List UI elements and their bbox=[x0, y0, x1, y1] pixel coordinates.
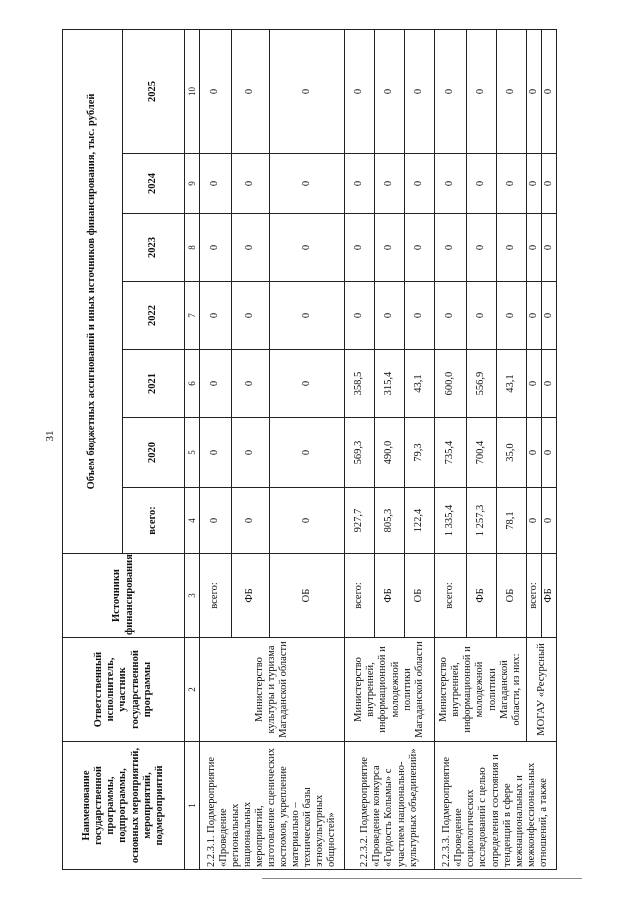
value-cell: 0 bbox=[467, 282, 497, 350]
value-cell: 0 bbox=[435, 29, 467, 153]
value-cell: 0 bbox=[200, 282, 232, 350]
value-cell: 0 bbox=[405, 29, 435, 153]
value-cell: 0 bbox=[200, 418, 232, 488]
value-cell: 0 bbox=[467, 29, 497, 153]
value-cell: 0 bbox=[232, 214, 270, 282]
value-cell: 556,9 bbox=[467, 350, 497, 418]
value-cell: 0 bbox=[467, 154, 497, 214]
value-cell: 805,3 bbox=[375, 488, 405, 554]
value-cell: 0 bbox=[542, 418, 557, 488]
value-cell: 0 bbox=[497, 282, 527, 350]
value-cell: 0 bbox=[542, 29, 557, 153]
index-cell: 3 bbox=[185, 554, 200, 638]
value-cell: 0 bbox=[497, 154, 527, 214]
table-row bbox=[200, 29, 232, 869]
value-cell: 79,3 bbox=[405, 418, 435, 488]
source: всего: bbox=[435, 554, 467, 638]
value-cell: 0 bbox=[527, 214, 542, 282]
source: ФБ bbox=[467, 554, 497, 638]
value-cell: 927,7 bbox=[345, 488, 375, 554]
value-cell: 0 bbox=[405, 282, 435, 350]
value-cell: 0 bbox=[345, 282, 375, 350]
value-cell: 0 bbox=[200, 214, 232, 282]
value-cell: 0 bbox=[200, 350, 232, 418]
value-cell: 0 bbox=[232, 154, 270, 214]
value-cell: 358,5 bbox=[345, 350, 375, 418]
value-cell: 0 bbox=[375, 29, 405, 153]
header-year: 2025 bbox=[123, 29, 185, 153]
activity-name: 2.2.3.3. Подмероприятие «Проведение социологических исследований с целью определения состояния и тенденций в сфере межнациональных и межконфессиональных отношений, а также bbox=[435, 742, 557, 870]
value-cell: 1 335,4 bbox=[435, 488, 467, 554]
value-cell: 0 bbox=[527, 154, 542, 214]
source: ОБ bbox=[405, 554, 435, 638]
header-funding: Объем бюджетных ассигнований и иных источников финансирования, тыс. рублей bbox=[63, 29, 123, 553]
index-cell: 8 bbox=[185, 214, 200, 282]
value-cell: 0 bbox=[435, 154, 467, 214]
value-cell: 490,0 bbox=[375, 418, 405, 488]
value-cell: 0 bbox=[200, 488, 232, 554]
value-cell: 0 bbox=[232, 418, 270, 488]
header-year: 2022 bbox=[123, 282, 185, 350]
header-source: Источники финансирования bbox=[63, 554, 185, 638]
executor: МОГАУ «Ресурсный bbox=[527, 638, 557, 742]
header-executor: Ответственный исполнитель, участник государственной программы bbox=[63, 638, 185, 742]
value-cell: 43,1 bbox=[497, 350, 527, 418]
header-year: 2021 bbox=[123, 350, 185, 418]
index-cell: 7 bbox=[185, 282, 200, 350]
value-cell: 35,0 bbox=[497, 418, 527, 488]
value-cell: 0 bbox=[542, 282, 557, 350]
index-row bbox=[185, 29, 200, 869]
value-cell: 0 bbox=[435, 282, 467, 350]
value-cell: 0 bbox=[375, 282, 405, 350]
executor: Министерство внутренней, информационной и молодежной политики Магаданской области bbox=[345, 638, 435, 742]
source: ОБ bbox=[497, 554, 527, 638]
value-cell: 0 bbox=[527, 350, 542, 418]
index-cell: 1 bbox=[185, 742, 200, 870]
value-cell: 0 bbox=[497, 29, 527, 153]
header-name: Наименование государственной программы, подпрограммы, основных мероприятий, мероприятий, подмероприятий bbox=[63, 742, 185, 870]
value-cell: 0 bbox=[345, 29, 375, 153]
bottom-rule bbox=[262, 878, 582, 879]
source: ОБ bbox=[270, 554, 345, 638]
value-cell: 0 bbox=[270, 350, 345, 418]
value-cell: 0 bbox=[527, 282, 542, 350]
value-cell: 0 bbox=[542, 214, 557, 282]
value-cell: 0 bbox=[527, 29, 542, 153]
source: всего: bbox=[527, 554, 542, 638]
value-cell: 0 bbox=[542, 350, 557, 418]
value-cell: 0 bbox=[542, 488, 557, 554]
value-cell: 0 bbox=[375, 214, 405, 282]
source: ФБ bbox=[542, 554, 557, 638]
value-cell: 0 bbox=[232, 282, 270, 350]
header-total: всего: bbox=[123, 488, 185, 554]
value-cell: 122,4 bbox=[405, 488, 435, 554]
executor: Министерство внутренней, информационной и молодежной политики Магаданской области, из них: bbox=[435, 638, 527, 742]
funding-table bbox=[62, 29, 557, 870]
value-cell: 1 257,3 bbox=[467, 488, 497, 554]
index-cell: 10 bbox=[185, 29, 200, 153]
value-cell: 569,3 bbox=[345, 418, 375, 488]
value-cell: 735,4 bbox=[435, 418, 467, 488]
index-cell: 2 bbox=[185, 638, 200, 742]
value-cell: 700,4 bbox=[467, 418, 497, 488]
value-cell: 0 bbox=[270, 418, 345, 488]
value-cell: 0 bbox=[232, 350, 270, 418]
index-cell: 4 bbox=[185, 488, 200, 554]
header-year: 2020 bbox=[123, 418, 185, 488]
value-cell: 0 bbox=[542, 154, 557, 214]
value-cell: 0 bbox=[270, 214, 345, 282]
value-cell: 0 bbox=[405, 154, 435, 214]
value-cell: 78,1 bbox=[497, 488, 527, 554]
value-cell: 0 bbox=[200, 154, 232, 214]
value-cell: 0 bbox=[270, 488, 345, 554]
table-row bbox=[435, 29, 467, 869]
index-cell: 5 bbox=[185, 418, 200, 488]
value-cell: 0 bbox=[467, 214, 497, 282]
value-cell: 0 bbox=[435, 214, 467, 282]
value-cell: 0 bbox=[527, 488, 542, 554]
value-cell: 0 bbox=[527, 418, 542, 488]
value-cell: 43,1 bbox=[405, 350, 435, 418]
activity-name: 2.2.3.2. Подмероприятие «Проведение конкурса «Гордость Колымы» с участием национально-культурных объединений» bbox=[345, 742, 435, 870]
value-cell: 600,0 bbox=[435, 350, 467, 418]
value-cell: 0 bbox=[200, 29, 232, 153]
source: ФБ bbox=[375, 554, 405, 638]
executor: Министерство культуры и туризма Магаданской области bbox=[200, 638, 345, 742]
value-cell: 0 bbox=[497, 214, 527, 282]
value-cell: 0 bbox=[345, 214, 375, 282]
value-cell: 0 bbox=[270, 29, 345, 153]
activity-name: 2.2.3.1. Подмероприятие «Проведение региональных национальных мероприятий, изготовление сценических костюмов, укрепление материально – технической базы этнокультурных общностей» bbox=[200, 742, 345, 870]
source: всего: bbox=[200, 554, 232, 638]
value-cell: 0 bbox=[345, 154, 375, 214]
header-year: 2024 bbox=[123, 154, 185, 214]
value-cell: 0 bbox=[232, 29, 270, 153]
value-cell: 0 bbox=[232, 488, 270, 554]
rotated-table-container bbox=[62, 30, 612, 870]
value-cell: 0 bbox=[270, 154, 345, 214]
source: ФБ bbox=[232, 554, 270, 638]
header-year: 2023 bbox=[123, 214, 185, 282]
value-cell: 315,4 bbox=[375, 350, 405, 418]
index-cell: 6 bbox=[185, 350, 200, 418]
value-cell: 0 bbox=[405, 214, 435, 282]
page-number: 31 bbox=[44, 430, 56, 442]
value-cell: 0 bbox=[375, 154, 405, 214]
value-cell: 0 bbox=[270, 282, 345, 350]
index-cell: 9 bbox=[185, 154, 200, 214]
table-row bbox=[345, 29, 375, 869]
source: всего: bbox=[345, 554, 375, 638]
